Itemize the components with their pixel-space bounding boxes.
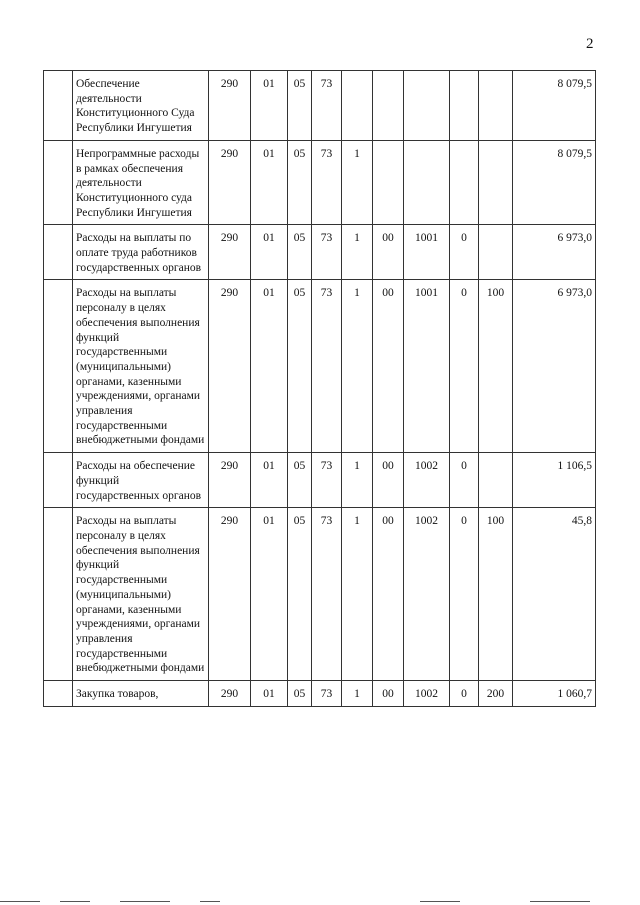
subprogram-code: 1 bbox=[342, 681, 373, 707]
section-code: 01 bbox=[251, 508, 288, 681]
minor-code bbox=[450, 140, 479, 225]
expense-name: Обеспечение деятельности Конституционного Суда Республики Ингушетия bbox=[73, 71, 209, 141]
expense-type-code bbox=[479, 453, 513, 508]
number-cell bbox=[44, 453, 73, 508]
amount: 8 079,5 bbox=[513, 140, 596, 225]
group-code: 00 bbox=[373, 280, 404, 453]
table-row bbox=[44, 280, 596, 453]
subprogram-code: 1 bbox=[342, 508, 373, 681]
amount: 1 106,5 bbox=[513, 453, 596, 508]
subsection-code: 05 bbox=[288, 681, 312, 707]
number-cell bbox=[44, 71, 73, 141]
table-row bbox=[44, 140, 596, 225]
budget-table bbox=[43, 70, 596, 707]
section-code: 01 bbox=[251, 453, 288, 508]
number-cell bbox=[44, 140, 73, 225]
subsection-code: 05 bbox=[288, 280, 312, 453]
ministry-code: 290 bbox=[209, 280, 251, 453]
amount: 45,8 bbox=[513, 508, 596, 681]
section-code: 01 bbox=[251, 140, 288, 225]
amount: 6 973,0 bbox=[513, 225, 596, 280]
program-code: 73 bbox=[312, 453, 342, 508]
amount: 6 973,0 bbox=[513, 280, 596, 453]
expense-name: Расходы на обеспечение функций государственных органов bbox=[73, 453, 209, 508]
ministry-code: 290 bbox=[209, 225, 251, 280]
group-code bbox=[373, 71, 404, 141]
number-cell bbox=[44, 225, 73, 280]
minor-code: 0 bbox=[450, 453, 479, 508]
page-number: 2 bbox=[586, 36, 594, 52]
expense-type-code bbox=[479, 140, 513, 225]
expense-type-code: 100 bbox=[479, 280, 513, 453]
section-code: 01 bbox=[251, 681, 288, 707]
section-code: 01 bbox=[251, 225, 288, 280]
number-cell bbox=[44, 681, 73, 707]
ministry-code: 290 bbox=[209, 681, 251, 707]
expense-type-code bbox=[479, 71, 513, 141]
scan-edge-artifact bbox=[0, 899, 640, 905]
number-cell bbox=[44, 508, 73, 681]
subsection-code: 05 bbox=[288, 453, 312, 508]
expense-name: Непрограммные расходы в рамках обеспечения деятельности Конституционного суда Республики Ингушетия bbox=[73, 140, 209, 225]
direction-code: 1001 bbox=[404, 225, 450, 280]
subsection-code: 05 bbox=[288, 508, 312, 681]
amount: 8 079,5 bbox=[513, 71, 596, 141]
expense-type-code: 200 bbox=[479, 681, 513, 707]
table-row bbox=[44, 508, 596, 681]
minor-code: 0 bbox=[450, 225, 479, 280]
minor-code: 0 bbox=[450, 508, 479, 681]
subprogram-code: 1 bbox=[342, 453, 373, 508]
expense-name: Закупка товаров, bbox=[73, 681, 209, 707]
expense-type-code bbox=[479, 225, 513, 280]
expense-name: Расходы на выплаты по оплате труда работников государственных органов bbox=[73, 225, 209, 280]
subprogram-code: 1 bbox=[342, 280, 373, 453]
direction-code: 1002 bbox=[404, 508, 450, 681]
group-code bbox=[373, 140, 404, 225]
amount: 1 060,7 bbox=[513, 681, 596, 707]
group-code: 00 bbox=[373, 453, 404, 508]
ministry-code: 290 bbox=[209, 508, 251, 681]
program-code: 73 bbox=[312, 508, 342, 681]
table-row bbox=[44, 681, 596, 707]
table-body bbox=[44, 71, 596, 707]
minor-code: 0 bbox=[450, 681, 479, 707]
ministry-code: 290 bbox=[209, 453, 251, 508]
group-code: 00 bbox=[373, 508, 404, 681]
table-row bbox=[44, 71, 596, 141]
ministry-code: 290 bbox=[209, 140, 251, 225]
section-code: 01 bbox=[251, 71, 288, 141]
expense-name: Расходы на выплаты персоналу в целях обеспечения выполнения функций государственными (муниципальными) органами, казенными учреждениями, органами управления государственными внебюджетными фондами bbox=[73, 280, 209, 453]
program-code: 73 bbox=[312, 225, 342, 280]
expense-type-code: 100 bbox=[479, 508, 513, 681]
minor-code bbox=[450, 71, 479, 141]
subprogram-code: 1 bbox=[342, 140, 373, 225]
subprogram-code bbox=[342, 71, 373, 141]
direction-code bbox=[404, 71, 450, 141]
subprogram-code: 1 bbox=[342, 225, 373, 280]
subsection-code: 05 bbox=[288, 140, 312, 225]
program-code: 73 bbox=[312, 681, 342, 707]
group-code: 00 bbox=[373, 681, 404, 707]
direction-code bbox=[404, 140, 450, 225]
program-code: 73 bbox=[312, 140, 342, 225]
number-cell bbox=[44, 280, 73, 453]
direction-code: 1002 bbox=[404, 681, 450, 707]
direction-code: 1002 bbox=[404, 453, 450, 508]
table-row bbox=[44, 225, 596, 280]
section-code: 01 bbox=[251, 280, 288, 453]
program-code: 73 bbox=[312, 280, 342, 453]
minor-code: 0 bbox=[450, 280, 479, 453]
direction-code: 1001 bbox=[404, 280, 450, 453]
subsection-code: 05 bbox=[288, 71, 312, 141]
ministry-code: 290 bbox=[209, 71, 251, 141]
table-row bbox=[44, 453, 596, 508]
expense-name: Расходы на выплаты персоналу в целях обеспечения выполнения функций государственными (муниципальными) органами, казенными учреждениями, органами управления государственными внебюджетными фондами bbox=[73, 508, 209, 681]
subsection-code: 05 bbox=[288, 225, 312, 280]
program-code: 73 bbox=[312, 71, 342, 141]
group-code: 00 bbox=[373, 225, 404, 280]
